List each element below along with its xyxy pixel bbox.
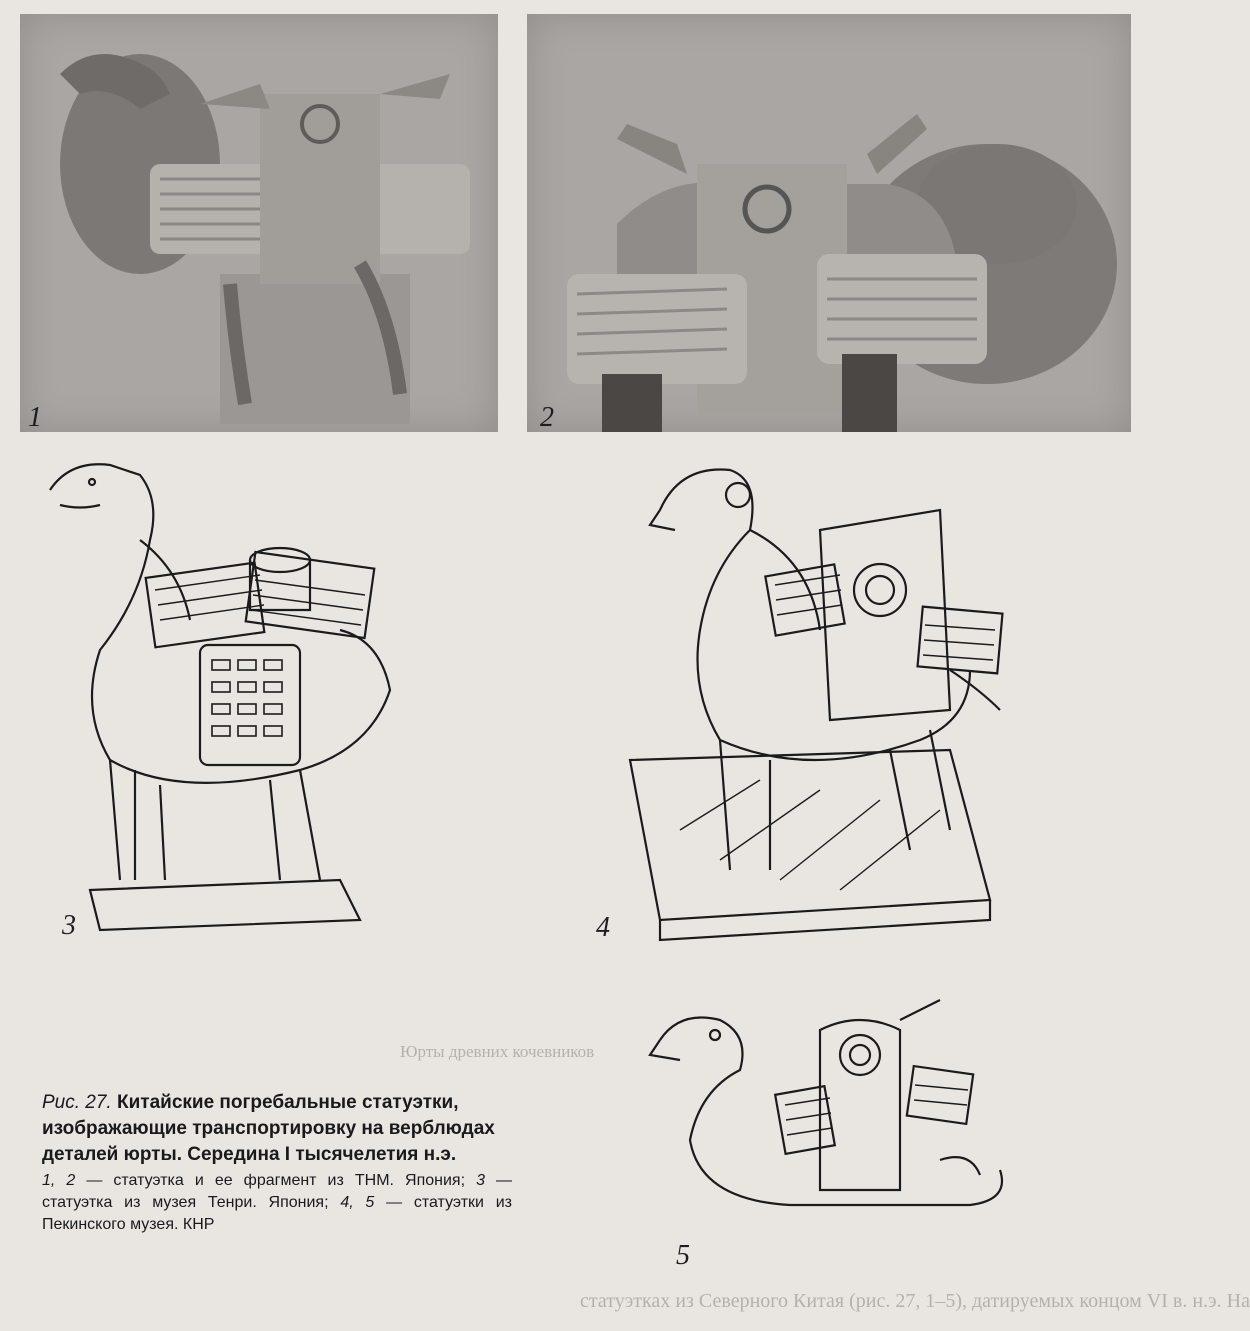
photo-figure-1 — [20, 14, 498, 432]
caption-text-1-2: — статуэтка и ее фрагмент из ТНМ. Япония; — [75, 1172, 477, 1189]
caption-ref-4-5: 4, 5 — [340, 1194, 375, 1211]
caption-ref-1-2: 1, 2 — [42, 1172, 76, 1189]
caption-body — [42, 1170, 512, 1236]
camel-photo-2-illustration — [527, 14, 1131, 432]
drawing-figure-5 — [640, 1000, 1020, 1220]
figure-number-2: 2 — [540, 402, 554, 433]
camel-drawing-4-illustration — [620, 450, 1000, 940]
caption-text-3: — статуэтка из музея Тенри. Япония; — [42, 1172, 513, 1211]
drawing-figure-3 — [40, 450, 440, 930]
figure-number-3: 3 — [62, 910, 76, 941]
bleed-through-line: статуэтках из Северного Китая (рис. 27, 1–5), датируемых концом VI в. н.э. На — [580, 1290, 1250, 1312]
caption-label: Рис. 27. — [42, 1092, 112, 1113]
camel-drawing-3-illustration — [40, 450, 440, 930]
figure-caption — [42, 1090, 512, 1236]
figure-number-5: 5 — [676, 1240, 690, 1271]
camel-photo-1-illustration — [20, 14, 498, 432]
photo-figure-2 — [527, 14, 1131, 432]
bleed-through-heading: Юрты древних кочевников — [400, 1042, 595, 1061]
caption-text-4-5: — статуэтки из Пекинского музея. КНР — [42, 1194, 513, 1233]
drawing-figure-4 — [620, 450, 1000, 940]
figure-number-4: 4 — [596, 912, 610, 943]
caption-ref-3: 3 — [476, 1172, 485, 1189]
caption-title: Китайские погребальные статуэтки, изображающие транспортировку на верблюдах деталей юрты. Середина I тысячелетия н.э. — [42, 1092, 495, 1165]
caption-title-block — [42, 1090, 512, 1168]
camel-drawing-5-illustration — [640, 1000, 1020, 1220]
figure-number-1: 1 — [28, 402, 42, 433]
